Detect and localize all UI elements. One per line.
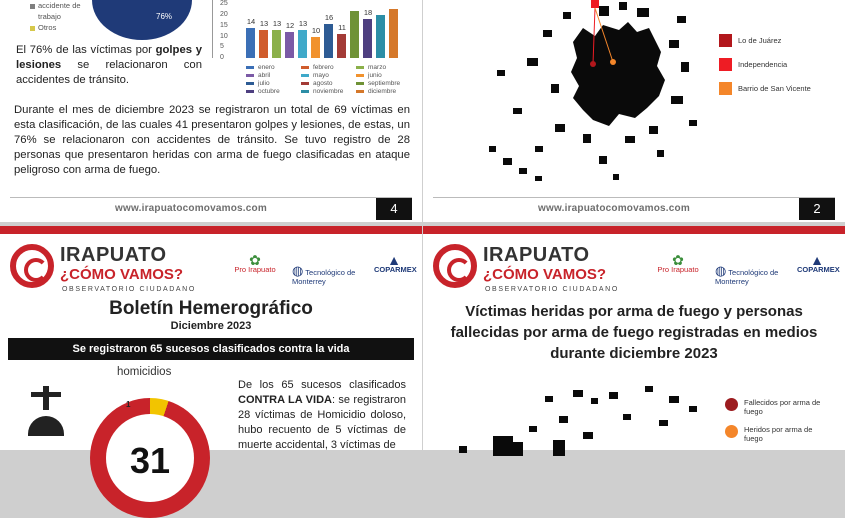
city-map — [433, 376, 733, 456]
chart-y-tick: 20 — [220, 11, 228, 18]
grave-icon — [28, 416, 64, 436]
legend-label: Fallecidos por arma de fuego — [744, 398, 821, 416]
legend-label: Independencia — [738, 59, 788, 69]
sponsor-label: Tecnológico de Monterrey — [715, 268, 779, 286]
month-legend-item — [356, 80, 411, 87]
map-legend — [725, 398, 824, 452]
donut-value: 31 — [129, 440, 171, 481]
brand-name: IRAPUATO — [60, 244, 167, 266]
chart-value-label: 13 — [259, 19, 269, 29]
legend-swatch — [301, 90, 309, 93]
legend-label: abril — [258, 72, 271, 79]
map-marker — [591, 0, 599, 8]
legend-swatch — [356, 90, 364, 93]
sponsor-pro-irapuato — [657, 252, 699, 274]
chart-y-tick: 5 — [220, 43, 224, 51]
pro-irapuato-icon: ✿ — [672, 252, 684, 268]
month-legend-item — [301, 88, 356, 95]
bulletin-title: Boletín Hemerográfico — [109, 298, 313, 319]
summary-bold: golpes y lesiones — [16, 44, 202, 71]
coparmex-logo-icon: ▲ — [387, 252, 401, 268]
month-legend-item — [356, 64, 411, 71]
page-number: 4 — [376, 198, 412, 220]
sponsor-label: COPARMEX — [797, 265, 840, 274]
chart-bar — [246, 28, 255, 58]
month-legend-item — [301, 72, 356, 79]
month-legend-item — [246, 72, 301, 79]
map-marker — [590, 61, 596, 67]
legend-label: julio — [258, 80, 270, 87]
footer — [10, 197, 412, 219]
sponsor-tec — [292, 263, 362, 286]
legend-swatch — [719, 58, 732, 71]
month-legend-item — [246, 88, 301, 95]
brand-name: IRAPUATO — [483, 244, 590, 266]
sponsor-label: Pro Irapuato — [234, 265, 276, 274]
legend-swatch — [246, 90, 254, 93]
month-legend-item — [356, 88, 411, 95]
pro-irapuato-icon: ✿ — [249, 252, 261, 268]
legend-swatch — [356, 74, 364, 77]
legend-swatch — [356, 66, 364, 69]
chart-value-label: 18 — [363, 8, 373, 18]
legend-label: trabajo — [38, 12, 61, 21]
legend-label: Barrio de San Vicente — [738, 83, 811, 93]
map-marker — [610, 59, 616, 65]
map-legend-item — [719, 52, 811, 76]
brand-subtitle: OBSERVATORIO CIUDADANO — [485, 286, 619, 293]
body-paragraph: Durante el mes de diciembre 2023 se registraron un total de 69 víctimas en esta clasificación, de las cuales 41 presentaron golpes y lesiones, de estas, un 76% se relacionaron con accidentes de tránsito. Se tuvo registro de 28 personas que presentaron heridas con arma de fuego clasificadas en ataque peligroso con arma de fuego. — [14, 104, 410, 176]
map-legend-item — [719, 76, 811, 100]
top-strip — [423, 226, 845, 234]
brand-subtitle: OBSERVATORIO CIUDADANO — [62, 286, 196, 293]
sponsor-tec — [715, 263, 785, 286]
legend-swatch — [719, 34, 732, 47]
summary-text: El 76% de las víctimas por — [16, 44, 156, 56]
donut-caption: homicidios — [117, 366, 172, 378]
legend-label: junio — [368, 72, 382, 79]
footer — [433, 197, 835, 219]
chart-bar — [363, 19, 372, 58]
map-legend — [719, 28, 811, 100]
legend-label: agosto — [313, 80, 333, 87]
sponsor-coparmex — [797, 252, 840, 274]
chart-y-tick: 0 — [220, 54, 224, 61]
chart-y-tick: 10 — [220, 32, 228, 40]
chart-value-label: 13 — [298, 19, 308, 29]
page-3 — [423, 226, 845, 450]
legend-label: noviembre — [313, 88, 344, 95]
legend-label: Heridos por arma de fuego — [744, 425, 813, 443]
chart-bar — [259, 30, 268, 58]
legend-label: accidente de — [38, 1, 81, 10]
chart-y-tick: 25 — [220, 0, 228, 8]
chart-value-label: 16 — [324, 12, 334, 22]
body-bold: CONTRA LA VIDA — [238, 394, 332, 406]
bulletin-date: Diciembre 2023 — [170, 320, 252, 332]
legend-label: Lo de Juárez — [738, 35, 782, 45]
month-legend-item — [301, 80, 356, 87]
body-paragraph — [238, 378, 406, 453]
pie-percent-label: 76% — [156, 12, 173, 21]
legend-swatch — [246, 66, 254, 69]
section-banner: Se registraron 65 sucesos clasificados contra la vida — [8, 338, 414, 360]
cross-icon-bar — [31, 392, 61, 397]
chart-value-label: 13 — [272, 19, 282, 29]
legend-swatch — [719, 82, 732, 95]
month-legend-item — [246, 80, 301, 87]
irapuato-logo-icon — [433, 244, 477, 288]
month-legend-item — [301, 64, 356, 71]
summary-text: se relacionaron con accidentes de tránsito. — [16, 59, 202, 86]
donut-hole — [106, 414, 194, 502]
page-title: Víctimas heridas por arma de fuego y personas fallecidas por arma de fuego registradas en medios durante diciembre 2023 — [450, 303, 818, 362]
legend-swatch — [246, 82, 254, 85]
month-legend-item — [356, 72, 411, 79]
website-link[interactable]: www.irapuatocomovamos.com — [538, 203, 690, 214]
legend-label: marzo — [368, 64, 387, 71]
top-strip — [0, 226, 422, 234]
legend-label: enero — [258, 64, 275, 71]
donut-small-value: 1 — [126, 400, 131, 409]
brand-tagline: ¿CÓMO VAMOS? — [483, 266, 607, 283]
coparmex-logo-icon: ▲ — [810, 252, 824, 268]
legend-label: octubre — [258, 88, 280, 95]
legend-swatch — [301, 74, 309, 77]
legend-label: mayo — [313, 72, 329, 79]
month-legend-item — [246, 64, 301, 71]
brand-tagline: ¿CÓMO VAMOS? — [60, 266, 184, 283]
month-legend — [246, 64, 411, 95]
body-text: De los 65 sucesos clasificados — [238, 379, 406, 391]
page-2 — [423, 0, 845, 222]
chart-bar — [389, 9, 398, 58]
page-1 — [0, 226, 422, 481]
chart-bar — [272, 30, 281, 58]
chart-value-label: 14 — [246, 16, 256, 26]
legend-swatch — [301, 82, 309, 85]
legend-label: septiembre — [368, 80, 401, 87]
legend-swatch — [301, 66, 309, 69]
page-number: 2 — [799, 198, 835, 220]
irapuato-logo-icon — [10, 244, 54, 288]
sponsor-pro-irapuato — [234, 252, 276, 274]
legend-swatch — [725, 398, 738, 411]
chart-value-label: 10 — [311, 25, 321, 35]
page-4 — [0, 0, 422, 222]
map-legend-item — [725, 398, 824, 416]
legend-label: Otros — [38, 23, 57, 32]
sponsor-label: Pro Irapuato — [657, 265, 699, 274]
chart-value-label: 11 — [338, 23, 346, 33]
monthly-bar-chart — [0, 0, 422, 60]
chart-bar — [337, 34, 346, 58]
homicide-donut-chart — [90, 398, 210, 518]
legend-label: diciembre — [368, 88, 397, 95]
chart-bar — [285, 32, 294, 58]
sponsor-label: Tecnológico de Monterrey — [292, 268, 356, 286]
body-text: : se registraron 28 víctimas de Homicidio doloso, hubo recuento de 5 víctimas de muerte accidental, 3 víctimas de — [238, 394, 406, 451]
chart-y-tick: 15 — [220, 21, 228, 29]
sponsor-coparmex — [374, 252, 417, 274]
sponsor-label: COPARMEX — [374, 265, 417, 274]
legend-swatch — [356, 82, 364, 85]
map-legend-item — [719, 28, 811, 52]
cross-icon — [43, 386, 49, 410]
chart-bar — [376, 15, 385, 58]
legend-label: febrero — [313, 64, 334, 71]
tec-logo-icon: ◍ — [292, 263, 304, 278]
legend-swatch — [246, 74, 254, 77]
chart-bar — [350, 11, 359, 58]
legend-swatch — [725, 425, 738, 438]
chart-bar — [311, 37, 320, 59]
map-legend-item — [725, 425, 824, 443]
tec-logo-icon: ◍ — [715, 263, 727, 278]
website-link[interactable]: www.irapuatocomovamos.com — [115, 203, 267, 214]
chart-value-label: 12 — [285, 21, 295, 31]
